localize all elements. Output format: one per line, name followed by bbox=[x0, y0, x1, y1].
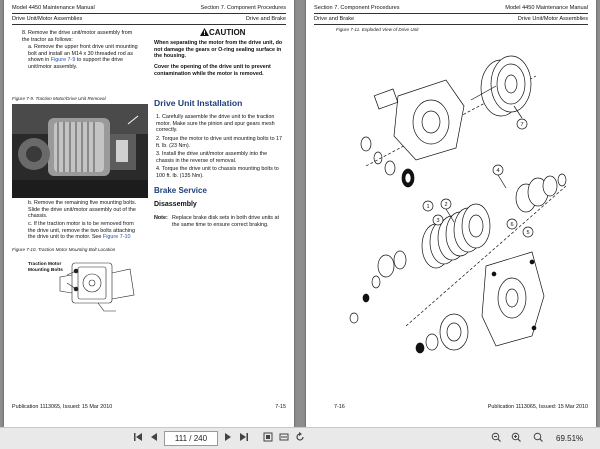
page-navigation-toolbar bbox=[0, 427, 600, 449]
footer-page-number: 7-15 bbox=[275, 404, 286, 410]
warning-triangle-icon bbox=[200, 28, 209, 38]
callout-label: 1 bbox=[426, 204, 430, 210]
install-step-2: 2. Torque the motor to drive unit mounting bolts to 17 ft. lb. (23 Nm). bbox=[156, 136, 283, 149]
step-8a: a. Remove the upper front drive unit mounting bolt and install an M14 x 30 threaded rod as shown in Figure 7-9 to support the drive unit/motor assembly. bbox=[28, 44, 138, 70]
link-figure-7-10[interactable]: Figure 7-10 bbox=[102, 234, 131, 241]
figure-7-10-caption: Figure 7-10. Traction Motor Mounting Bolt Location bbox=[12, 247, 116, 252]
last-page-icon[interactable] bbox=[238, 432, 250, 445]
note-text: Replace brake disk sets in both drive units at the same time to ensure correct braking. bbox=[172, 215, 279, 228]
header-rule bbox=[314, 13, 588, 14]
disassembly-heading: Disassembly bbox=[154, 201, 197, 208]
subheader-rule bbox=[314, 24, 588, 25]
caution-title: CAUTION bbox=[200, 28, 245, 38]
link-figure-7-9[interactable]: Figure 7-9 bbox=[50, 57, 76, 64]
figure-7-10-label: Traction Motor Mounting Bolts bbox=[28, 262, 63, 273]
note-label: Note: bbox=[154, 215, 168, 221]
fit-width-icon[interactable] bbox=[278, 432, 290, 445]
brake-service-heading: Brake Service bbox=[154, 186, 207, 195]
callout-label: 6 bbox=[510, 222, 514, 228]
page-7-16 bbox=[306, 0, 596, 427]
zoom-in-icon[interactable] bbox=[510, 432, 522, 445]
rotate-icon[interactable] bbox=[294, 432, 306, 445]
zoom-tool-icon[interactable] bbox=[532, 432, 544, 445]
step-8b: b. Remove the remaining five mounting bolts. Slide the drive unit/motor assembly out of the chassis. bbox=[28, 200, 137, 220]
fit-page-icon[interactable] bbox=[262, 432, 274, 445]
caution-text-1: When separating the motor from the drive unit, do not damage the gears or O-ring sealing surface in the housing. bbox=[154, 40, 283, 60]
callout-label: 3 bbox=[436, 218, 440, 224]
install-step-3: 3. Install the drive unit/motor assembly into the chassis in the reverse of removal. bbox=[156, 151, 268, 164]
header-title: Model 4450 Maintenance Manual bbox=[12, 5, 95, 11]
callout-label: 7 bbox=[520, 122, 524, 128]
footer-publication: Publication 1113065, Issued: 15 Mar 2010 bbox=[12, 404, 113, 410]
footer-publication: Publication 1113065, Issued: 15 Mar 2010 bbox=[487, 404, 588, 410]
step-8c: c. If the traction motor is to be removed from the drive unit, remove the two bolts attaching the drive unit to the motor. See Figure 7-10 bbox=[28, 221, 135, 241]
zoom-out-icon[interactable] bbox=[490, 432, 502, 445]
header-rule bbox=[12, 13, 286, 14]
first-page-icon[interactable] bbox=[132, 432, 144, 445]
callout-label: 4 bbox=[496, 168, 500, 174]
step-8: 8. Remove the drive unit/motor assembly from the tractor as follows: bbox=[22, 30, 133, 43]
subheader-right: Drive Unit/Motor Assemblies bbox=[517, 16, 588, 22]
next-page-icon[interactable] bbox=[222, 432, 234, 445]
header-section: Section 7. Component Procedures bbox=[314, 5, 400, 11]
previous-page-icon[interactable] bbox=[148, 432, 160, 445]
callout-label: 2 bbox=[444, 202, 448, 208]
subheader-left: Drive and Brake bbox=[314, 16, 355, 22]
header-title: Model 4450 Maintenance Manual bbox=[505, 5, 588, 11]
subheader-rule bbox=[12, 24, 286, 25]
subheader-right: Drive and Brake bbox=[245, 16, 286, 22]
install-step-4: 4. Torque the drive unit to chassis mounting bolts to 100 ft. lb. (135 Nm). bbox=[156, 166, 279, 179]
callout-label: 5 bbox=[526, 230, 530, 236]
install-step-1: 1. Carefully assemble the drive unit to the traction motor. Make sure the pinion and spur gears mesh correctly. bbox=[156, 114, 275, 134]
installation-heading: Drive Unit Installation bbox=[154, 98, 243, 108]
figure-7-9-photo bbox=[12, 104, 148, 198]
page-number-input[interactable]: 111 / 240 bbox=[164, 431, 218, 446]
figure-7-11-exploded-view bbox=[336, 36, 576, 366]
zoom-level[interactable]: 69.51% bbox=[556, 434, 584, 443]
subheader-left: Drive Unit/Motor Assemblies bbox=[12, 16, 83, 22]
figure-7-11-caption: Figure 7-11. Exploded View of Drive Unit bbox=[336, 27, 419, 32]
figure-7-9-caption: Figure 7-9. Traction Motor/Drive Unit Removal bbox=[12, 96, 106, 101]
page-7-15 bbox=[4, 0, 294, 427]
header-section: Section 7. Component Procedures bbox=[200, 5, 286, 11]
footer-page-number: 7-16 bbox=[334, 404, 345, 410]
caution-text-2: Cover the opening of the drive unit to prevent contamination while the motor is removed. bbox=[154, 64, 271, 77]
